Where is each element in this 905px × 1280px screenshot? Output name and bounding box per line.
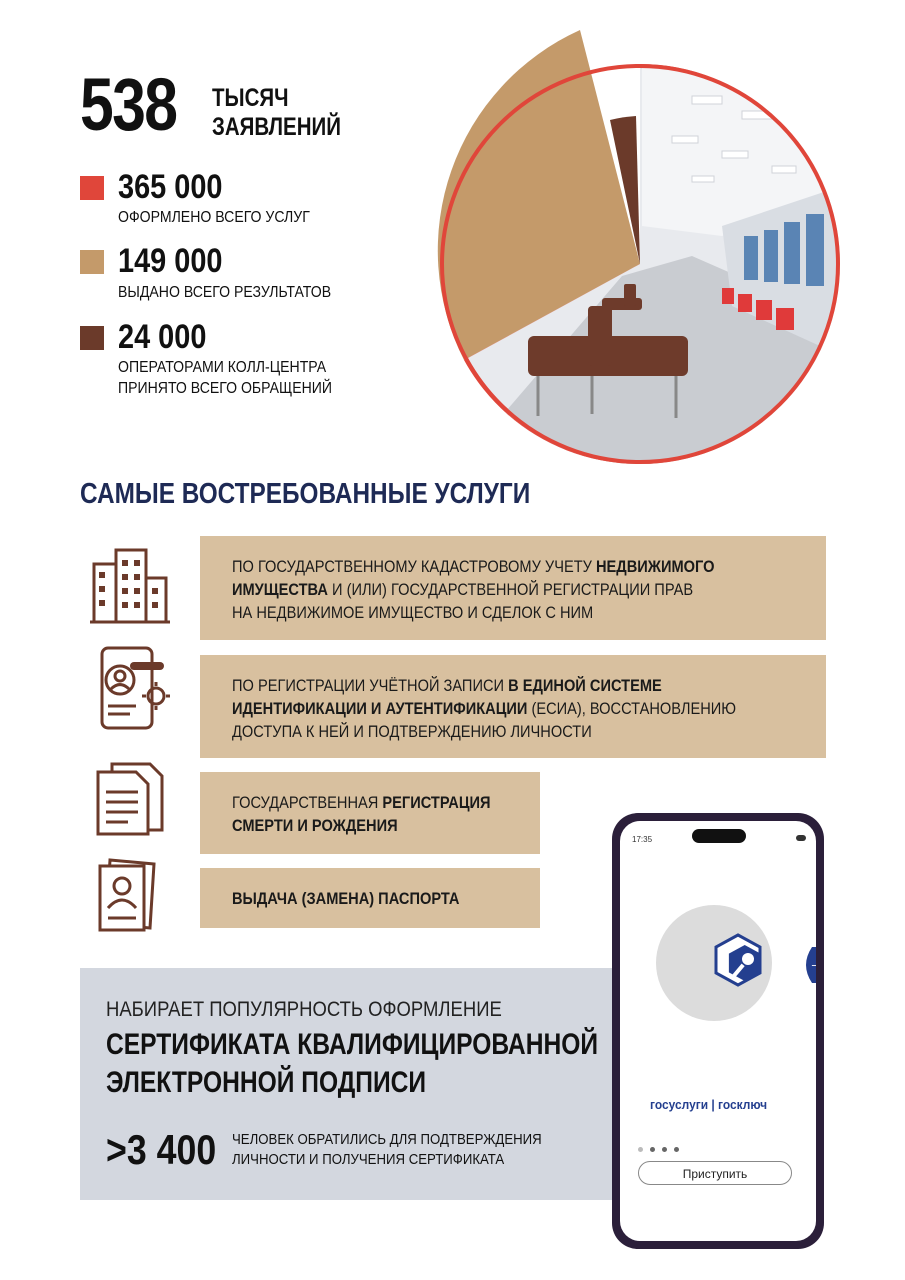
stat-callcenter-value: 24 000 <box>118 318 207 356</box>
phone-time: 17:35 <box>632 835 653 844</box>
promo-title <box>106 1026 598 1101</box>
stat-callcenter-desc <box>118 358 332 400</box>
text-bold: В ЕДИНОЙ СИСТЕМЕ <box>508 676 662 695</box>
pager-dot <box>662 1147 667 1152</box>
unit-line-2: ЗАЯВЛЕНИЙ <box>212 112 342 141</box>
red-legend-square <box>80 176 104 200</box>
services-title: САМЫЕ ВОСТРЕБОВАННЫЕ УСЛУГИ <box>80 478 531 510</box>
gosklyuch-illustration <box>656 905 821 1025</box>
stat-results-value: 149 000 <box>118 242 223 280</box>
pager-dot <box>638 1147 643 1152</box>
documents-icon <box>92 758 168 836</box>
text-part: НА НЕДВИЖИМОЕ ИМУЩЕСТВО И СДЕЛОК С НИМ <box>232 602 594 622</box>
service-card-registration <box>200 772 540 854</box>
callcenter-desc-line-2: ПРИНЯТО ВСЕГО ОБРАЩЕНИЙ <box>118 379 333 397</box>
text-part: ГОСУДАРСТВЕННАЯ <box>232 793 383 812</box>
text-part: ПО РЕГИСТРАЦИИ УЧЁТНОЙ ЗАПИСИ <box>232 676 509 695</box>
gosuslugi-brand: госуслуги | госключ <box>650 1097 768 1112</box>
text-bold: НЕДВИЖИМОГО <box>595 557 715 576</box>
text-bold: ИМУЩЕСТВА <box>232 579 328 599</box>
phone-notch <box>692 829 746 843</box>
phone-mockup <box>612 813 824 1249</box>
battery-icon <box>796 835 806 841</box>
tan-legend-square <box>80 250 104 274</box>
service-text-registration <box>232 792 491 838</box>
text-part: И (ИЛИ) ГОСУДАРСТВЕННОЙ РЕГИСТРАЦИИ ПРАВ <box>327 579 694 599</box>
text-part: ПО ГОСУДАРСТВЕННОМУ КАДАСТРОВОМУ УЧЕТУ <box>232 557 596 576</box>
start-button[interactable]: Приступить <box>638 1161 792 1185</box>
service-text-real-estate <box>232 556 715 625</box>
text-bold: ИДЕНТИФИКАЦИИ И АУТЕНТИФИКАЦИИ <box>232 698 528 718</box>
text-bold: РЕГИСТРАЦИЯ <box>382 793 491 812</box>
promo-count-desc <box>232 1130 542 1169</box>
passport-icon <box>94 854 164 934</box>
service-text-esia <box>232 675 736 744</box>
account-settings-icon <box>90 644 174 732</box>
unit-line-1: ТЫСЯЧ <box>212 84 289 112</box>
promo-title-line-2: ЭЛЕКТРОННОЙ ПОДПИСИ <box>106 1065 427 1099</box>
text-part: (ЕСИА), ВОССТАНОВЛЕНИЮ <box>527 698 737 718</box>
promo-desc-line-1: ЧЕЛОВЕК ОБРАТИЛИСЬ ДЛЯ ПОДТВЕРЖДЕНИЯ <box>232 1131 542 1148</box>
callcenter-desc-line-1: ОПЕРАТОРАМИ КОЛЛ-ЦЕНТРА <box>118 359 327 376</box>
stat-results-desc: ВЫДАНО ВСЕГО РЕЗУЛЬТАТОВ <box>118 284 332 301</box>
promo-lead: НАБИРАЕТ ПОПУЛЯРНОСТЬ ОФОРМЛЕНИЕ <box>106 998 502 1021</box>
stat-services-desc: ОФОРМЛЕНО ВСЕГО УСЛУГ <box>118 209 310 226</box>
promo-block <box>80 968 680 1200</box>
pager-dot <box>674 1147 679 1152</box>
total-applications-value: 538 <box>80 63 177 146</box>
arrow-right-icon[interactable]: → <box>811 959 821 972</box>
service-text-passport <box>232 888 459 911</box>
promo-count: >3 400 <box>106 1126 217 1173</box>
pager-dot <box>650 1147 655 1152</box>
promo-title-line-1: СЕРТИФИКАТА КВАЛИФИЦИРОВАННОЙ <box>106 1028 599 1061</box>
service-card-real-estate <box>200 536 826 640</box>
pie-graphic <box>392 26 852 474</box>
brown-legend-square <box>80 326 104 350</box>
promo-desc-line-2: ЛИЧНОСТИ И ПОЛУЧЕНИЯ СЕРТИФИКАТА <box>232 1150 505 1168</box>
phone-screen <box>620 821 821 1241</box>
stat-services-value: 365 000 <box>118 168 223 206</box>
text-part: ДОСТУПА К НЕЙ И ПОДТВЕРЖДЕНИЮ ЛИЧНОСТИ <box>232 721 592 741</box>
total-applications-unit <box>212 84 341 142</box>
service-card-esia <box>200 655 826 758</box>
text-bold: СМЕРТИ И РОЖДЕНИЯ <box>232 815 398 835</box>
text-bold: ВЫДАЧА (ЗАМЕНА) ПАСПОРТА <box>232 889 460 908</box>
building-icon <box>88 542 172 626</box>
service-card-passport <box>200 868 540 928</box>
